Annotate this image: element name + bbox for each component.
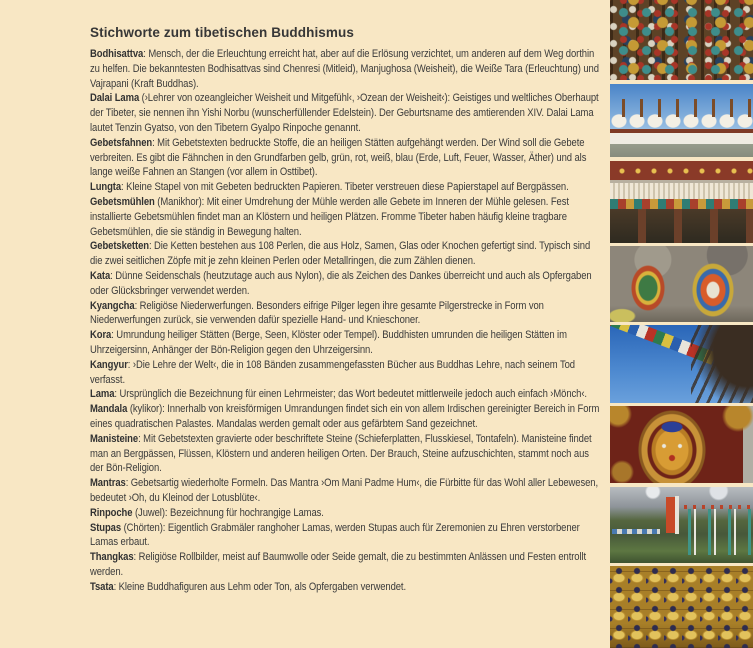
entry-text: (Juwel): Bezeichnung für hochrangige Lamas.	[132, 506, 324, 519]
page-title: Stichworte zum tibetischen Buddhismus	[90, 25, 354, 40]
entry-text: : Kleine Buddhafiguren aus Lehm oder Ton, als Opfergaben verwendet.	[113, 580, 407, 593]
glossary-entry	[90, 136, 602, 180]
entry-text: : Ursprünglich die Bezeichnung für einen Lehrmeister; das Wort bedeutet mittlerweile jedoch auch einfach ›Mönch‹.	[114, 388, 587, 401]
entry-term: Thangkas	[90, 551, 134, 564]
entry-text: : Mit Gebetstexten bedruckte Stoffe, die an heiligen Stätten aufgehängt werden. Der Wind soll die Gebete verbreiten. Es gibt die Fähnchen in den Grundfarben gelb, grün, rot, weiß, blau (Erde, Luft, Feuer, Wasser, Äther) und als lange weiße Fahnen an Stangen (vor allem in Osttibet).	[90, 136, 587, 179]
entry-term: Kata	[90, 269, 111, 282]
entry-term: Kora	[90, 329, 112, 342]
glossary-entry	[90, 269, 602, 299]
entry-term: Gebetsketten	[90, 240, 149, 253]
entry-term: Stupas	[90, 521, 122, 534]
photo-rock-murals	[610, 246, 753, 322]
entry-term: Manisteine	[90, 432, 139, 445]
entry-term: Lungta	[90, 181, 122, 194]
entry-text: : Dünne Seidenschals (heutzutage auch aus Nylon), die als Zeichen des Dankes überreicht und auch als Opfergaben oder Glücksbringer verwendet werden.	[90, 269, 592, 297]
glossary-entry	[90, 180, 602, 195]
glossary-entry	[90, 358, 602, 388]
entry-text: : Religiöse Rollbilder, meist auf Baumwolle oder Seide gemalt, die zu bestimmten Anlässen und Festen entrollt werden.	[90, 551, 587, 578]
glossary-entry	[90, 402, 602, 432]
entry-term: Tsata	[90, 580, 114, 593]
entry-text: : Mit Gebetstexten gravierte oder beschriftete Steine (Schieferplatten, Flusskiesel, Tontafeln). Manisteine findet man an Bergpässen, Flüssen, Klöstern und anderen heiligen Orten. Der Brauch, Steine aufzuschichten, stammt noch aus der Bön-Religion.	[90, 432, 592, 475]
entry-text: : Mensch, der die Erleuchtung erreicht hat, aber auf die Erlösung verzichtet, um anderen auf dem Weg dorthin zu helfen. Die bekanntesten Bodhisattvas sind Chenresi (Mitleid), Manjughosa (Weisheit), die Weiße Tara (Erleuchtung) und Vajrapani (Kraft Buddhas).	[90, 48, 599, 90]
photo-golden-buddha	[610, 406, 753, 483]
glossary-entry	[90, 195, 602, 239]
entry-term: Gebetsfahnen	[90, 136, 153, 149]
entry-term: Rinpoche	[90, 506, 133, 519]
glossary-entry	[90, 299, 602, 329]
glossary-entry	[90, 432, 602, 476]
glossary-entry	[90, 239, 602, 269]
entry-term: Mantras	[90, 477, 126, 490]
glossary-entry	[90, 476, 602, 506]
entry-term: Dalai Lama	[90, 92, 140, 105]
glossary-entry	[90, 387, 602, 402]
glossary-entry	[90, 47, 602, 91]
entry-text: (Chörten): Eigentlich Grabmäler ranghoher Lamas, werden Stupas auch für Zeremonien zu Ehren verstorbener Lamas erbaut.	[90, 521, 580, 549]
entry-text: (Manikhor): Mit einer Umdrehung der Mühle werden alle Gebete im Inneren der Mühle gelesen. Fest installierte Gebetsmühlen findet man an Klöstern und heiligen Plätzen. Fromme Tibeter haben häufig kleine tragbare Gebetsmühlen, die sie ständig in Bewegung halten.	[90, 195, 569, 238]
entry-term: Mandala	[90, 403, 128, 416]
photo-stupas	[610, 84, 753, 157]
entry-text: : Gebetsartig wiederholte Formeln. Das Mantra ›Om Mani Padme Hum‹, die Fürbitte für das Wohl aller Lebewesen, bedeutet ›Oh, du Kleinod der Lotusblüte‹.	[90, 477, 599, 504]
entry-text: (›Lehrer von ozeangleicher Weisheit und Mitgefühl‹, ›Ozean der Weisheit‹): Geistiges und weltliches Oberhaupt der Tibeter, sie nennen ihn Yishi Norbu (wunscherfüllender Edelstein). Der Geburtsname des amtierenden XIV. Dalai Lama lautet Tenzin Gyatso, von den Tibetern Gyalpo Rinpoche genannt.	[90, 92, 599, 134]
glossary-entry	[90, 91, 602, 135]
photo-prayer-flags	[610, 325, 753, 403]
entry-text: (kylikor): Innerhalb von kreisförmigen Umrandungen findet sich ein von allem Irdischen gereinigter Bereich in Form eines quadratischen Palastes. Mandalas werden gemalt oder aus gefärbtem Sand gezeichnet.	[90, 403, 600, 430]
entry-text: : Religiöse Niederwerfungen. Besonders eifrige Pilger legen ihre gesamte Pilgerstrecke in Form von Niederwerfungen zurück, sie verwenden dafür spezielle Hand- und Knieschoner.	[90, 299, 544, 327]
glossary-entry	[90, 580, 602, 595]
entry-text: : Kleine Stapel von mit Gebeten bedruckten Papieren. Tibeter verstreuen diese Papierstapel auf Bergpässen.	[121, 181, 569, 194]
glossary-entry	[90, 506, 602, 521]
entry-text: : Die Ketten bestehen aus 108 Perlen, die aus Holz, Samen, Glas oder Knochen gefertigt sind. Typisch sind die zwei seitlichen Zöpfe mit je zehn kleinen Perlen oder Metallringen, die zum Zählen dienen.	[90, 240, 591, 268]
glossary-entry	[90, 550, 602, 580]
photo-mountain-flags	[610, 487, 753, 563]
entry-text: : Umrundung heiliger Stätten (Berge, Seen, Klöster oder Tempel). Buddhisten umrunden die heiligen Stätten im Uhrzeigersinn, Anhänger der Bön-Religion gegen den Uhrzeigersinn.	[90, 329, 567, 356]
entry-text: : ›Die Lehre der Welt‹, die in 108 Bänden zusammengefassten Bücher aus Buddhas Lehre, nach seinem Tod verfasst.	[90, 358, 575, 386]
glossary-entry	[90, 521, 602, 551]
photo-prayer-wheels	[610, 0, 753, 80]
glossary-entry	[90, 328, 602, 358]
photo-column	[610, 0, 753, 648]
photo-buddha-figurines	[610, 566, 753, 648]
entry-term: Bodhisattva	[90, 48, 144, 60]
photo-temple-eaves	[610, 161, 753, 243]
glossary	[90, 47, 602, 594]
entry-term: Lama	[90, 388, 115, 401]
entry-term: Kyangcha	[90, 299, 135, 312]
entry-term: Gebetsmühlen	[90, 195, 155, 208]
entry-term: Kangyur	[90, 358, 128, 371]
